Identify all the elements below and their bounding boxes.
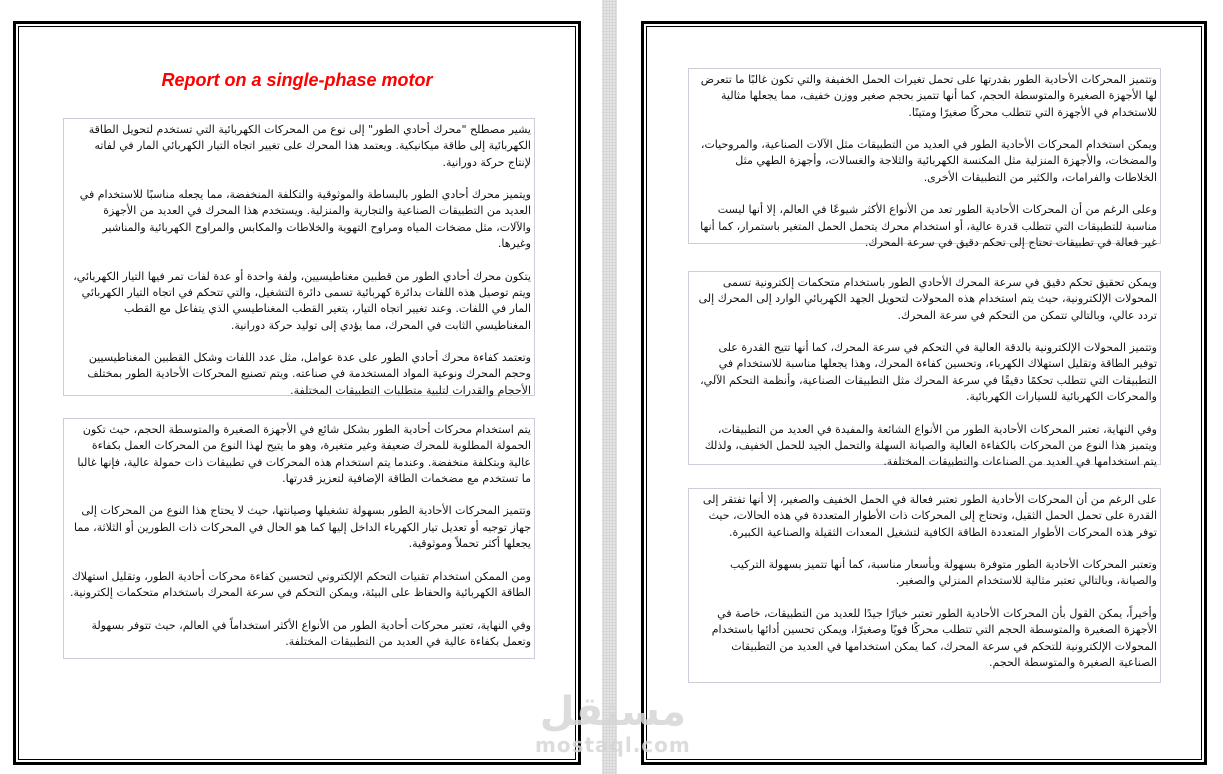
paragraph: وتعتمد كفاءة محرك أحادي الطور على عدة عوامل، مثل عدد اللفات وشكل القطبين المغناطيسيين وحجم المحرك ونوعية المواد المستخدمة في صناعته. ويتم تصنيع المحركات الأحادية الطور بمختلف الأحجام والقدرات لتلبية متطلبات التطبيقات المختلفة. bbox=[87, 351, 531, 397]
paragraph: ويمكن تحقيق تحكم دقيق في سرعة المحرك الأحادي الطور باستخدام متحكمات إلكترونية تسمى المحولات الإلكترونية، حيث يتم استخدام هذه المحولات لتحويل الجهد الكهربائي الوارد إلى المحرك إلى تردد عالي، وبالتالي تتمكن من التحكم في سرعة المحرك. bbox=[698, 276, 1157, 322]
text-box[interactable] bbox=[688, 271, 1161, 469]
text-box[interactable] bbox=[63, 418, 535, 659]
watermark-latin: mostaql.com bbox=[535, 733, 691, 757]
paragraph: وأخيراً، يمكن القول بأن المحركات الأحادية الطور تعتبر خيارًا جيدًا للعديد من التطبيقات، خاصة في الأجهزة الصغيرة والمتوسطة الحجم التي تتطلب محركًا قويًا وصغيرًا، ويمكن تحسين أدائها باستخدام المحولات الإلكترونية للتحكم في سرعة المحرك، كما يمكن استخدامها في العديد من التطبيقات الصناعية الصغيرة والمتوسطة الحجم. bbox=[711, 607, 1157, 669]
text-box[interactable] bbox=[688, 488, 1161, 683]
paragraph: ويتميز محرك أحادي الطور بالبساطة والموثوقية والتكلفة المنخفضة، مما يجعله مناسبًا للاستخدام في العديد من التطبيقات الصناعية والتجارية والمنزلية. ويستخدم هذا المحرك في العديد من الأجهزة والآلات، مثل مضخات المياه ومراوح التهوية والخلاطات والمكابس والمراوح الكهربائية والمناشير وغيرها. bbox=[79, 188, 531, 251]
paragraph: وتتميز المحولات الإلكترونية بالدقة العالية في التحكم في سرعة المحرك، كما أنها تتيح القدرة على توفير الطاقة وتقليل استهلاك الكهرباء، وتحسين كفاءة المحرك، وهذا يجعلها مناسبة للاستخدام في التطبيقات التي تتطلب تحكمًا دقيقًا في سرعة المحرك مثل التطبيقات الصناعية، وأنظمة التحكم الآلي، والمحركات الكهربائية للسيارات الكهربائية. bbox=[700, 341, 1157, 404]
paragraph: يتكون محرك أحادي الطور من قطبين مغناطيسيين، ولفة واحدة أو عدة لفات تمر فيها التيار الكهربائي، ويتم توصيل هذه اللفات بدائرة كهربائية تسمى دائرة التشغيل، والتي تتحكم في اتجاه التيار الكهربائي المار في اللفات. وعند تغيير اتجاه التيار، يتغير القطب المغناطيسي الذي يتفاعل مع القطب المغناطيسي الثابت في المحرك، مما يؤدي إلى توليد حركة دورانية. bbox=[73, 269, 531, 332]
paragraph: وعلى الرغم من أن المحركات الأحادية الطور تعد من الأنواع الأكثر شيوعًا في العالم، إلا أنها ليست مناسبة للتطبيقات التي تتطلب قدرة عالية، أو استخدام محرك يتحمل الحمل المتغير باستمرار، كما أنها غير فعالة في تطبيقات تحتاج إلى تحكم دقيق في سرعة المحرك. bbox=[700, 203, 1157, 249]
report-title: Report on a single-phase motor bbox=[161, 70, 433, 90]
text-box[interactable] bbox=[688, 68, 1161, 249]
mostaql-watermark bbox=[535, 690, 691, 756]
paragraph: وتتميز المحركات الأحادية الطور بقدرتها على تحمل تغيرات الحمل الخفيفة والتي تكون غالبًا ما تتعرض لها الأجهزة الصغيرة والمتوسطة الحجم، كما أنها تتميز بحجم صغير ووزن خفيف، مما يجعلها مثالية للاستخدام في الأجهزة التي تتطلب محركًا صغيرًا ومتينًا. bbox=[700, 73, 1157, 119]
document-page-left bbox=[13, 21, 581, 765]
document-page-right bbox=[641, 21, 1207, 765]
paragraph: ومن الممكن استخدام تقنيات التحكم الإلكتروني لتحسين كفاءة محركات أحادية الطور، وتقليل استهلاك الطاقة الكهربائية والحفاظ على البيئة، ويمكن التحكم في سرعة المحرك باستخدام متحكمات إلكترونية. bbox=[70, 569, 531, 599]
paragraph: على الرغم من أن المحركات الأحادية الطور تعتبر فعالة في الحمل الخفيف والصغير، إلا أنها تفتقر إلى القدرة على تحمل الحمل الثقيل، وتحتاج إلى المحركات ذات الأطوار المتعددة في هذه الحالات، حيث توفر هذه المحركات الأطوار المتعددة الطاقة الكافية لتشغيل المعدات الثقيلة والصناعية الكبيرة. bbox=[702, 493, 1157, 539]
paragraph: ويمكن استخدام المحركات الأحادية الطور في العديد من التطبيقات مثل الآلات الصناعية، والمروحيات، والمضخات، والأجهزة المنزلية مثل المكنسة الكهربائية والثلاجة والغسالات، وأجهزة الطهي مثل الخلاطات والفرامات، والكثير من التطبيقات الأخرى. bbox=[700, 138, 1157, 184]
paragraph: يتم استخدام محركات أحادية الطور بشكل شائع في الأجهزة الصغيرة والمتوسطة الحجم، حيث تكون الحمولة المطلوبة للمحرك ضعيفة وغير متغيرة، وهو ما يتيح لهذا النوع من المحركات العمل بكفاءة عالية وبتكلفة منخفضة. وعندما يتم استخدام هذه المحركات في تطبيقات ذات حمولة عالية، فإنها غالبا ما تستخدم مع مضخمات الطاقة الإضافية لتعزيز قدرتها. bbox=[77, 423, 531, 485]
watermark-arabic: مستقل bbox=[539, 689, 687, 735]
paragraph: وتتميز المحركات الأحادية الطور بسهولة تشغيلها وصيانتها، حيث لا يحتاج هذا النوع من المحركات إلى جهاز توجيه أو تعديل تيار الكهرباء الداخل إليها كما هو الحال في المحركات ذات الطورين أو الثلاثة، مما يجعلها أكثر تحملاً وموثوقية. bbox=[74, 504, 531, 551]
page-gutter-scrollbar bbox=[602, 0, 617, 774]
text-box[interactable] bbox=[63, 118, 535, 396]
paragraph: وتعتبر المحركات الأحادية الطور متوفرة بسهولة وبأسعار مناسبة، كما أنها تتميز بسهولة التركيب والصيانة، وبالتالي تعتبر مثالية للاستخدام المنزلي والصغير. bbox=[730, 558, 1157, 588]
paragraph: يشير مصطلح "محرك أحادي الطور" إلى نوع من المحركات الكهربائية التي تستخدم لتحويل الطاقة الكهربائية إلى طاقة ميكانيكية. ويعتمد هذا المحرك على تغيير اتجاه التيار الكهربائي المار في لفاته لإنتاج حركة دورانية. bbox=[88, 123, 531, 169]
paragraph: وفي النهاية، تعتبر محركات أحادية الطور من الأنواع الأكثر استخداماً في العالم، حيث تتوفر بسهولة وتعمل بكفاءة عالية في العديد من التطبيقات المختلفة. bbox=[91, 618, 531, 648]
paragraph: وفي النهاية، تعتبر المحركات الأحادية الطور من الأنواع الشائعة والمفيدة في العديد من التطبيقات، ويتميز هذا النوع من المحركات بالكفاءة العالية والصيانة السهلة والتحمل الجيد للحمل الخفيف، ولذلك يتم استخدامها في العديد من الصناعات والتطبيقات المختلفة. bbox=[704, 422, 1157, 469]
